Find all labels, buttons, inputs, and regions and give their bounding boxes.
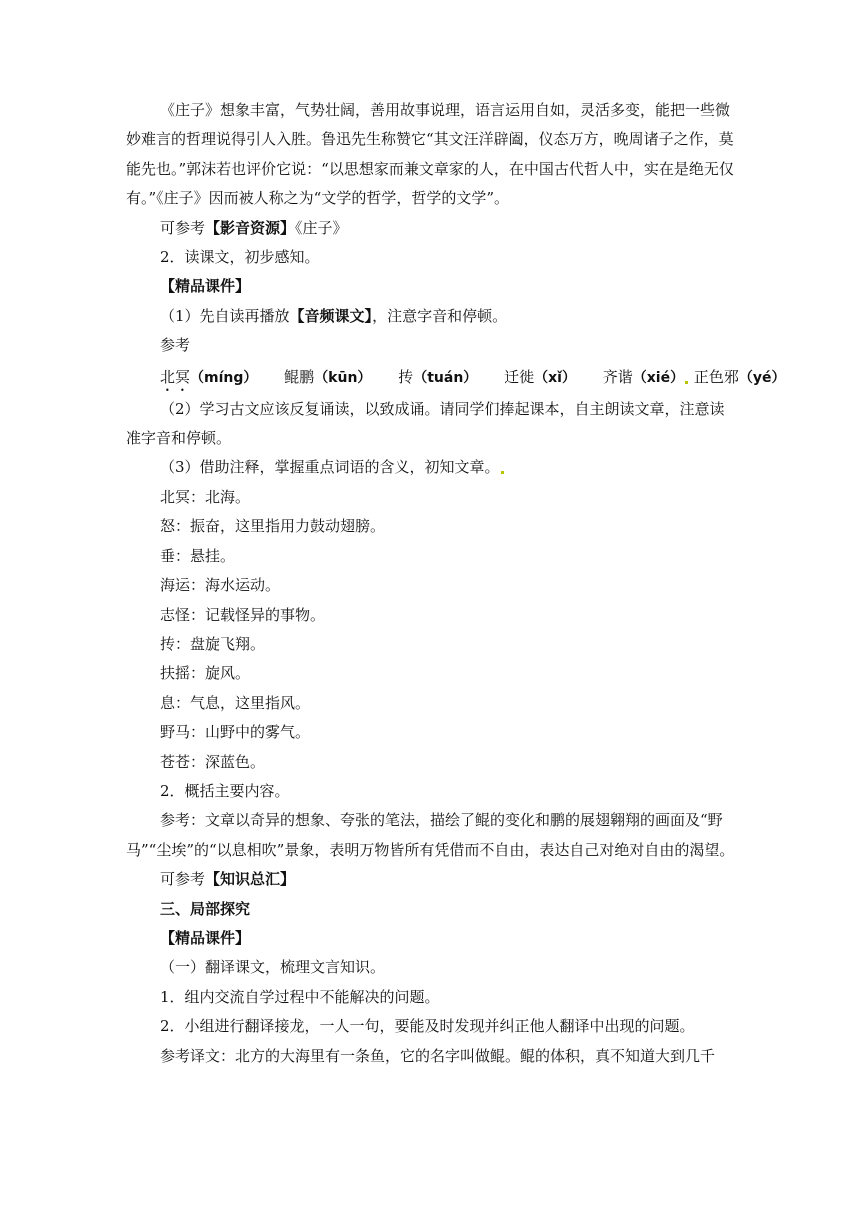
- media-resource-link[interactable]: 【影音资源】: [205, 218, 296, 237]
- courseware-link-1[interactable]: 【精品课件】: [160, 277, 251, 296]
- summary-heading: 2．概括主要内容。: [160, 781, 290, 800]
- glossary-item: 垂：悬挂。: [160, 546, 236, 565]
- glossary-item: 抟：盘旋飞翔。: [160, 634, 266, 653]
- subsection-1: （一）翻译课文，梳理文言知识。: [160, 958, 386, 977]
- reference-line-knowledge: [126, 865, 736, 894]
- pinyin-item: 抟（tuán）: [398, 367, 478, 386]
- reference-line-media: [126, 214, 736, 243]
- pinyin-item: 北冥（míng）: [160, 367, 258, 386]
- section-3-step-1: 1．组内交流自学过程中不能解决的问题。: [160, 987, 440, 1006]
- marker-dot: [501, 471, 504, 474]
- item-1-prefix: （1）先自读再播放: [160, 306, 290, 325]
- audio-text-link[interactable]: 【音频课文】: [289, 306, 373, 325]
- translation-paragraph: 参考译文：北方的大海里有一条鱼，它的名字叫做鲲。鲲的体积，真不知道大到几千: [160, 1046, 716, 1065]
- courseware-link-2[interactable]: 【精品课件】: [160, 928, 251, 947]
- knowledge-summary-link[interactable]: 【知识总汇】: [205, 870, 296, 889]
- reference-label: 参考: [160, 336, 191, 355]
- glossary-item: 野马：山野中的雾气。: [160, 723, 311, 742]
- ref-prefix: 可参考: [160, 218, 206, 237]
- glossary-item: 志怪：记载怪异的事物。: [160, 605, 326, 624]
- pinyin-row: [126, 361, 786, 395]
- intro-paragraph: 《庄子》想象丰富，气势壮阔，善用故事说理，语言运用自如，灵活多变，能把一些微妙难言的哲理说得引人入胜。鲁迅先生称赞它“其文汪洋辟阖，仪态万方，晚周诸子之作，莫能先也。”郭沫若也评价它说：“以思想家而兼文章家的人，在中国古代哲人中，实在是绝无仅有。”《庄子》因而被人称之为“文学的哲学，哲学的文学”。: [126, 101, 734, 208]
- section-3-step-2: 2．小组进行翻译接龙，一人一句，要能及时发现并纠正他人翻译中出现的问题。: [160, 1017, 695, 1036]
- glossary-item: 息：气息，这里指风。: [160, 693, 311, 712]
- pinyin-item: 齐谐（xié）: [602, 367, 685, 386]
- step-2-heading: 2．读课文，初步感知。: [160, 248, 320, 267]
- document-body: [126, 96, 786, 1071]
- pinyin-item: 迁徙（xǐ）: [504, 367, 576, 386]
- item-1-suffix: ，注意字音和停顿。: [372, 306, 508, 325]
- glossary-item: 海运：海水运动。: [160, 576, 281, 595]
- marker-dot: [685, 381, 688, 384]
- pinyin-item: 鲲鹏（kūn）: [284, 367, 372, 386]
- summary-paragraph: 参考：文章以奇异的想象、夸张的笔法，描绘了鲲的变化和鹏的展翅翱翔的画面及“野马”“尘埃”的“以息相吹”景象，表明万物皆所有凭借而不自由，表达自己对绝对自由的渴望。: [126, 811, 735, 859]
- glossary-item: 扶摇：旋风。: [160, 664, 251, 683]
- glossary-item: 怒：振奋，这里指用力鼓动翅膀。: [160, 517, 386, 536]
- glossary-item: 苍苍：深蓝色。: [160, 752, 266, 771]
- ref-title: 《庄子》: [295, 218, 348, 237]
- item-1-line: [126, 302, 736, 331]
- ref-prefix: 可参考: [160, 870, 206, 889]
- pinyin-item: 正色邪（yé）: [693, 367, 786, 386]
- section-3-title: 三、局部探究: [160, 899, 251, 918]
- glossary-item: 北冥：北海。: [160, 487, 251, 506]
- item-2-paragraph: （2）学习古文应该反复诵读，以致成诵。请同学们捧起课本，自主朗读文章，注意读准字音和停顿。: [126, 399, 725, 448]
- item-3-line: （3）借助注释，掌握重点词语的含义，初知文章。: [126, 453, 736, 482]
